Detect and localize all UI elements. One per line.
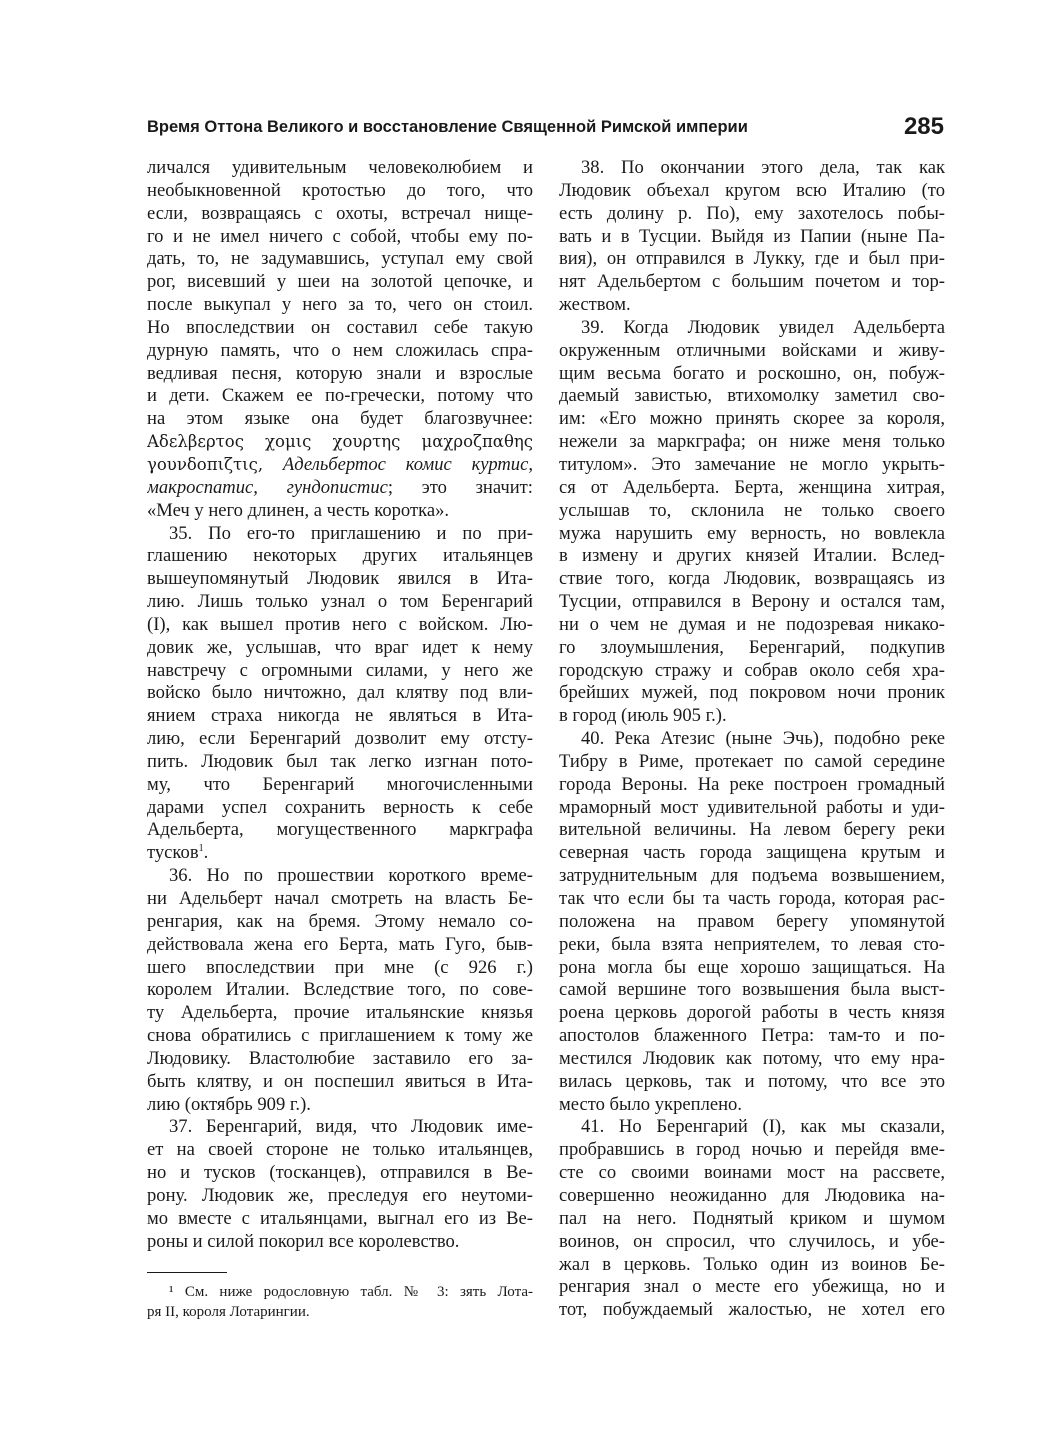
text-line: на этом языке она будет благозвучнее:: [147, 408, 533, 430]
text-line: необыкновенной кротостью до того, что: [147, 179, 533, 201]
text-line: тусков$^1$.: [147, 842, 209, 864]
text-line: вышеупомянутый Людовик явился в Ита-: [147, 568, 533, 590]
transliteration-text: Адельбертос комис куртис,: [263, 453, 533, 475]
text-line: [147, 477, 533, 500]
text-line: жеством.: [559, 294, 631, 316]
text-line: [147, 454, 533, 477]
text-line: щим весьма богато и роскошно, он, побуж-: [559, 362, 945, 384]
text-line: 38. По окончании этого дела, так как: [581, 157, 945, 178]
text-line: янием страха никогда не являться в Ита-: [147, 705, 533, 727]
page-number: 285: [903, 113, 944, 140]
text-line: Людовику. Властолюбие заставило его за-: [147, 1047, 533, 1069]
text-line: (I), как вышел против него с войском. Лю-: [147, 613, 533, 635]
text-line: апостолов блаженного Петра: там-то и по-: [559, 1025, 945, 1047]
text-line: рона могла бы еще хорошо защищаться. На: [559, 956, 945, 978]
text-line: войско было ничтожно, дал клятву под вли-: [147, 682, 533, 704]
text-line: «Меч у него длинен, а честь коротка».: [147, 499, 450, 521]
text-line: Тусции, отправился в Верону и остался там,: [559, 591, 945, 613]
text-line: ствие того, когда Людовик, возвращаясь из: [559, 568, 945, 590]
text-line: города Вероны. На реке построен громадный: [559, 773, 945, 795]
footnote-line: ¹ См. ниже родословную табл. № 3: зять Лота-: [169, 1284, 533, 1300]
text-line: совершенно неожиданно для Людовика на-: [559, 1184, 945, 1206]
text-fragment: ; это значит:: [387, 476, 533, 498]
text-line: сте со своими воинами мост на рассвете,: [559, 1162, 945, 1184]
text-line: королем Италии. Вследствие того, по сове-: [147, 979, 533, 1001]
text-line: вать и в Тусции. Выйдя из Папии (ныне Па-: [559, 225, 945, 247]
text-line: ту Адельберта, прочие итальянские князья: [147, 1002, 533, 1024]
text-line: 39. Когда Людовик увидел Адельберта: [581, 316, 945, 338]
text-line: роны и силой покорил все королевство.: [147, 1230, 460, 1252]
text-line: мужа нарушить ему верность, но вовлекла: [559, 522, 945, 544]
text-line: шего впоследствии при мне (с 926 г.): [147, 956, 533, 978]
text-line: рону. Людовик же, преследуя его неутоми-: [147, 1184, 533, 1206]
text-line: ся от Адельберта. Берта, женщина хитрая,: [559, 476, 945, 498]
text-line: есть долину р. По), ему захотелось побы-: [559, 202, 945, 224]
text-line: рог, висевший у шеи на золотой цепочке, и: [147, 271, 533, 293]
text-line: если, возвращаясь с охоты, встречал нище-: [147, 202, 533, 224]
text-line: жал в церковь. Только один из воинов Бе-: [559, 1253, 945, 1275]
footnote-marker: 1: [198, 843, 204, 855]
text-line: и дети. Скажем ее по-гречески, потому что: [147, 385, 533, 407]
text-line: ренгария, как на бремя. Этому немало со-: [147, 910, 533, 932]
text-line: го злоумышления, Беренгарий, подкупив: [559, 636, 945, 658]
text-line: ренгария знал о месте его убежища, но и: [559, 1276, 945, 1298]
right-column: [559, 157, 945, 1322]
text-line: пробравшись в город ночью и перейдя вме-: [559, 1139, 945, 1161]
text-line: в город (июль 905 г.).: [559, 705, 727, 727]
text-line: тот, побуждаемый жалостью, не хотел его: [559, 1299, 945, 1321]
text-line: воинов, он спросил, что случилось, и убе-: [559, 1230, 945, 1252]
text-line: Адельберта, могущественного маркграфа: [147, 819, 533, 841]
text-line: довик же, услышав, что враг идет к нему: [147, 636, 533, 658]
text-line: вия), он отправился в Лукку, где и был при-: [559, 248, 945, 270]
text-line: Тибру в Риме, протекает по самой середине: [559, 750, 945, 772]
text-line: 35. По его-то приглашению и по при-: [169, 522, 533, 544]
text-line: ни Адельберт начал смотреть на власть Бе-: [147, 888, 533, 909]
text-line: му, что Беренгарий многочисленными: [147, 773, 533, 795]
text-line: нят Адельбертом с большим почетом и тор-: [559, 271, 945, 293]
text-line: мраморный мост удивительной работы и уди-: [559, 796, 945, 818]
text-line: го и не имел ничего с собой, чтобы ему по-: [147, 225, 533, 247]
text-line: титулом». Это замечание не могло укрыть-: [559, 453, 945, 475]
text-line: дать, то, не задумавшись, уступал ему свой: [147, 248, 533, 270]
text-line: ет на своей стороне не только итальянцев,: [147, 1139, 533, 1161]
text-line: личался удивительным человеколюбием и: [147, 157, 533, 178]
text-line: им: «Его можно принять скорее за короля,: [559, 408, 945, 430]
text-line: 36. Но по прошествии короткого време-: [169, 865, 533, 887]
text-line: городскую стражу и собрав около себя хра-: [559, 659, 945, 681]
text-line: роена церковь дорогой работы в честь князя: [559, 1002, 945, 1024]
text-line: действовала жена его Берта, мать Гуго, быв-: [147, 933, 533, 955]
text-line: местился Людовик как потому, что ему нра-: [559, 1047, 945, 1069]
footnote-divider: [147, 1272, 227, 1273]
text-line: пал на него. Поднятый криком и шумом: [559, 1207, 945, 1229]
text-line: брейших мужей, под покровом ночи проник: [559, 682, 945, 704]
text-line: вилась церковь, так и потому, что все это: [559, 1070, 945, 1092]
text-line: услышав то, склонила не только своего: [559, 499, 945, 521]
text-line: дарами успел сохранить верность к себе: [147, 796, 533, 818]
text-line: в измену и других князей Италии. Вслед-: [559, 545, 945, 567]
text-line: мо вместе с итальянцами, выгнал его из Ве-: [147, 1207, 533, 1229]
text-line: реки, была взята неприятелем, то левая сто-: [559, 933, 945, 955]
text-line: навстречу с огромными силами, у него же: [147, 659, 533, 681]
text-line: даемый завистью, втихомолку заметил сво-: [559, 385, 945, 407]
text-line: нежели за маркграфа; он ниже меня только: [559, 431, 945, 453]
text-line: лию. Лишь только узнал о том Беренгарий: [147, 591, 533, 613]
text-line: положена на правом берегу упомянутой: [559, 910, 945, 932]
text-line: глашению некоторых других итальянцев: [147, 545, 533, 567]
text-line: Но впоследствии он составил себе такую: [147, 316, 533, 338]
text-line: место было укреплено.: [559, 1093, 742, 1115]
greek-text: γουνδοπιζτις,: [147, 454, 264, 474]
transliteration-text: макроспатис, гундопистис: [147, 476, 388, 498]
text-line: 37. Беренгарий, видя, что Людовик име-: [169, 1116, 533, 1138]
left-column: [147, 157, 533, 1254]
text-line: Людовик объехал кругом всю Италию (то: [559, 179, 945, 201]
text-line: лию, если Беренгарий дозволит ему отсту-: [147, 728, 533, 750]
text-line: самой вершине того возвышения была выст-: [559, 979, 945, 1001]
text-line: быть клятву, и он поспешил явиться в Ита-: [147, 1070, 533, 1092]
text-line: но и тусков (тосканцев), отправился в Ве-: [147, 1162, 533, 1184]
text-line: пить. Людовик был так легко изгнан пото-: [147, 750, 533, 772]
footnotes: [147, 1283, 533, 1322]
text-line: лию (октябрь 909 г.).: [147, 1093, 311, 1115]
running-header: Время Оттона Великого и восстановление Священной Римской империи: [147, 118, 748, 136]
text-line: дурную память, что о нем сложилась спра-: [147, 339, 533, 361]
text-line: ведливая песня, которую знали и взрослые: [147, 362, 533, 384]
text-line: после выкупал у него за то, чего он стоил.: [147, 294, 533, 316]
text-line: вительной величины. На левом берегу реки: [559, 819, 945, 841]
text-line: Αδελβερτος χομις χουρτης μαχροζπαθης: [147, 432, 533, 452]
text-line: ни о чем не думая и не подозревая никако-: [559, 613, 945, 635]
text-line: снова обратились с приглашением к тому же: [147, 1025, 533, 1047]
text-line: окруженным отличными войсками и живу-: [559, 339, 945, 361]
text-line: затруднительным для подъема возвышением,: [559, 865, 945, 887]
text-line: северная часть города защищена крутым и: [559, 842, 945, 864]
text-line: 40. Река Атезис (ныне Эчь), подобно реке: [581, 728, 945, 750]
footnote-line: ря II, короля Лотарингии.: [147, 1303, 310, 1320]
text-line: так что если бы та часть города, которая рас-: [559, 888, 945, 909]
text-line: 41. Но Беренгарий (I), как мы сказали,: [581, 1116, 945, 1138]
